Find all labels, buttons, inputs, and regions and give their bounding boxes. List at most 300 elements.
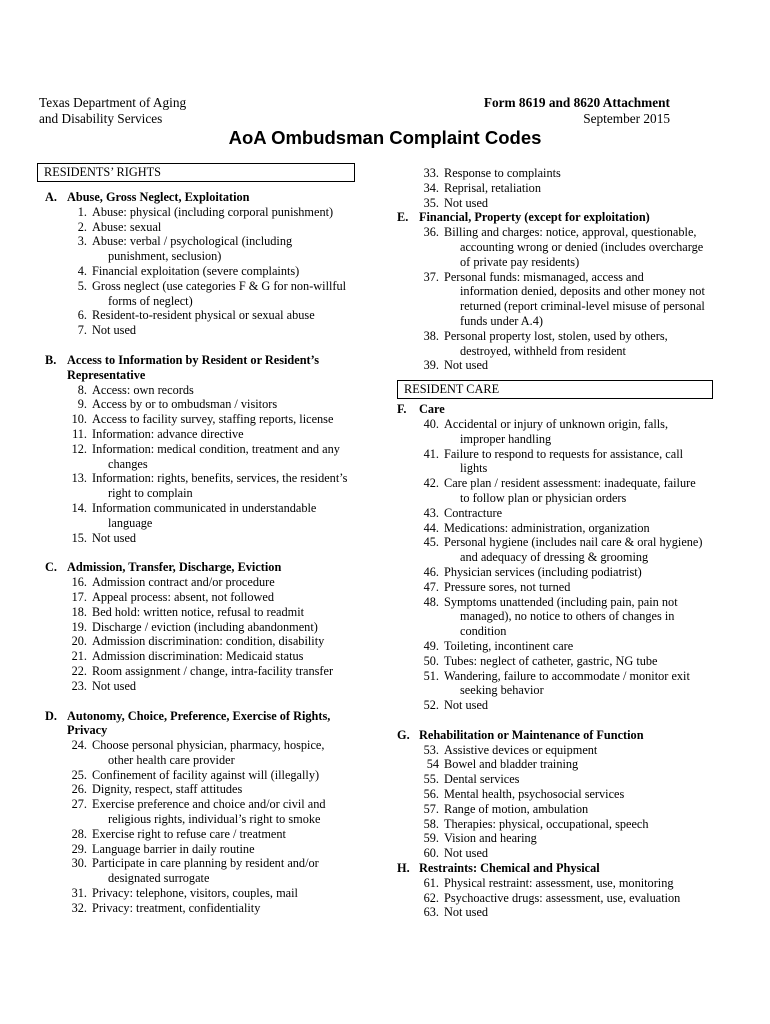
code-text: [441, 476, 719, 506]
section-letter: F.: [397, 402, 407, 417]
code-text-line: Care plan / resident assessment: inadequate, failure: [444, 476, 696, 491]
code-item: [389, 831, 719, 846]
code-number: 13.: [71, 471, 87, 486]
spacer: [37, 338, 355, 353]
code-number: 32.: [71, 900, 87, 915]
code-text: [89, 664, 355, 679]
left-column: [37, 163, 355, 916]
code-text: [441, 181, 719, 196]
form-info: [420, 95, 670, 127]
code-text: [89, 797, 355, 827]
section-letter: C.: [45, 560, 57, 575]
code-text-line: Accidental or injury of unknown origin, falls,: [444, 416, 669, 431]
code-number: 47.: [423, 579, 439, 594]
section-title: Autonomy, Choice, Preference, Exercise of Rights,: [67, 708, 331, 723]
code-number: 22.: [71, 663, 87, 678]
code-text: [441, 506, 719, 521]
code-item: [37, 442, 355, 472]
code-text-line: and adequacy of dressing & grooming: [460, 550, 649, 565]
section-title: Financial, Property (except for exploitation): [419, 210, 650, 225]
code-text: [441, 225, 719, 269]
code-number: 63.: [423, 905, 439, 920]
code-number: 28.: [71, 826, 87, 841]
code-number: 26.: [71, 782, 87, 797]
code-text-line: Confinement of facility against will (illegally): [92, 767, 320, 782]
code-number: 52.: [423, 698, 439, 713]
code-text-line: Information communicated in understandable: [92, 500, 317, 515]
code-text: [89, 471, 355, 501]
code-number: 23.: [71, 678, 87, 693]
code-number: 40.: [423, 416, 439, 431]
code-item: [37, 205, 355, 220]
form-date: September 2015: [583, 111, 670, 126]
code-text-line: forms of neglect): [108, 293, 193, 308]
code-text: [441, 802, 719, 817]
code-text: [89, 264, 355, 279]
code-item: [37, 531, 355, 546]
code-item: [389, 270, 719, 329]
code-item: [389, 639, 719, 654]
code-text: [441, 905, 719, 920]
code-item: [389, 535, 719, 565]
code-item: [37, 575, 355, 590]
code-text-line: Participate in care planning by resident and/or: [92, 856, 319, 871]
code-item: [37, 323, 355, 338]
spacer: [37, 545, 355, 560]
code-text: [441, 787, 719, 802]
code-text-line: Discharge / eviction (including abandonment): [92, 619, 318, 634]
code-item: [389, 817, 719, 832]
code-text-line: Admission contract and/or procedure: [92, 575, 275, 590]
code-text: [441, 329, 719, 359]
section-title: Admission, Transfer, Discharge, Eviction: [67, 560, 282, 575]
code-text-line: Choose personal physician, pharmacy, hospice,: [92, 738, 325, 753]
code-text-line: Personal hygiene (includes nail care & oral hygiene): [444, 535, 703, 550]
code-text-line: other health care provider: [108, 752, 235, 767]
code-text-line: Admission discrimination: Medicaid status: [92, 649, 304, 664]
code-text-line: Physician services (including podiatrist): [444, 564, 642, 579]
code-item: [389, 358, 719, 373]
code-text: [441, 535, 719, 565]
code-text-line: Billing and charges: notice, approval, questionable,: [444, 225, 697, 240]
agency-line-2: and Disability Services: [39, 111, 163, 126]
code-number: 5.: [77, 278, 87, 293]
code-item: [389, 846, 719, 861]
code-number: 8.: [77, 382, 87, 397]
code-item: [37, 308, 355, 323]
code-number: 6.: [77, 308, 87, 323]
code-text-line: Room assignment / change, intra-facility transfer: [92, 663, 334, 678]
section-letter: G.: [397, 727, 410, 742]
code-text-line: Not used: [92, 530, 137, 545]
code-text-line: religious rights, individual’s right to smoke: [108, 812, 321, 827]
code-text-line: Resident-to-resident physical or sexual abuse: [92, 308, 315, 323]
code-text-line: punishment, seclusion): [108, 249, 222, 264]
code-text-line: Exercise preference and choice and/or civil and: [92, 797, 326, 812]
code-text-line: Access by or to ombudsman / visitors: [92, 397, 278, 412]
code-item: [389, 891, 719, 906]
code-text-line: of private pay residents): [460, 254, 580, 269]
code-number: 24.: [71, 738, 87, 753]
residents-rights-box: RESIDENTS’ RIGHTS: [37, 163, 355, 182]
code-item: [389, 876, 719, 891]
code-text-line: Bed hold: written notice, refusal to readmit: [92, 604, 305, 619]
code-item: [37, 471, 355, 501]
code-text-line: Abuse: physical (including corporal punishment): [92, 204, 334, 219]
section-letter-spacer: [37, 723, 67, 738]
code-text-line: managed), no notice to others of changes in: [460, 609, 675, 624]
code-text: [89, 205, 355, 220]
code-text: [441, 846, 719, 861]
code-number: 35.: [423, 195, 439, 210]
code-text-line: Contracture: [444, 505, 503, 520]
code-text-line: Access: own records: [92, 382, 194, 397]
code-item: [37, 605, 355, 620]
code-number: 18.: [71, 604, 87, 619]
code-item: [389, 506, 719, 521]
code-number: 37.: [423, 269, 439, 284]
code-number: 16.: [71, 575, 87, 590]
code-text: [89, 886, 355, 901]
code-text: [89, 220, 355, 235]
section-heading-d: [37, 709, 355, 724]
code-text-line: Not used: [444, 905, 489, 920]
code-item: [37, 501, 355, 531]
code-text-line: Toileting, incontinent care: [444, 638, 574, 653]
form-number: Form 8619 and 8620 Attachment: [483, 95, 670, 110]
code-item: [37, 383, 355, 398]
code-item: [389, 417, 719, 447]
code-text: [89, 427, 355, 442]
code-text: [441, 565, 719, 580]
code-number: 27.: [71, 797, 87, 812]
code-text: [89, 738, 355, 768]
code-text: [441, 698, 719, 713]
code-number: 50.: [423, 653, 439, 668]
code-number: 56.: [423, 787, 439, 802]
code-item: [389, 654, 719, 669]
code-text-line: Gross neglect (use categories F & G for non-willful: [92, 278, 347, 293]
code-text-line: Abuse: verbal / psychological (including: [92, 234, 293, 249]
section-heading-c: [37, 560, 355, 575]
code-text-line: Vision and hearing: [444, 831, 537, 846]
code-item: [37, 797, 355, 827]
code-text-line: condition: [460, 624, 507, 639]
code-item: [389, 772, 719, 787]
code-number: 48.: [423, 594, 439, 609]
agency-line-1: Texas Department of Aging: [39, 95, 187, 110]
section-heading-cont: [37, 368, 355, 383]
code-number: 41.: [423, 446, 439, 461]
code-text: [89, 634, 355, 649]
code-number: 20.: [71, 634, 87, 649]
code-text: [441, 417, 719, 447]
code-text-line: destroyed, withheld from resident: [460, 343, 626, 358]
code-text-line: Tubes: neglect of catheter, gastric, NG tube: [444, 653, 658, 668]
code-item: [389, 905, 719, 920]
code-item: [389, 757, 719, 772]
code-item: [37, 427, 355, 442]
code-number: 11.: [72, 426, 87, 441]
code-number: 42.: [423, 476, 439, 491]
code-text-line: Psychoactive drugs: assessment, use, evaluation: [444, 890, 681, 905]
code-item: [389, 698, 719, 713]
code-item: [37, 679, 355, 694]
code-item: [389, 225, 719, 269]
code-item: [37, 856, 355, 886]
section-letter: A.: [45, 190, 57, 204]
code-item: [389, 181, 719, 196]
code-text-line: Information: advance directive: [92, 426, 244, 441]
code-text: [89, 620, 355, 635]
code-item: [37, 264, 355, 279]
section-title: Rehabilitation or Maintenance of Function: [419, 727, 644, 742]
code-number: 45.: [423, 535, 439, 550]
code-text: [89, 901, 355, 916]
code-item: [37, 827, 355, 842]
code-text: [89, 590, 355, 605]
code-text-line: Dignity, respect, staff attitudes: [92, 782, 243, 797]
code-item: [37, 620, 355, 635]
section-title: Abuse, Gross Neglect, Exploitation: [67, 190, 250, 204]
code-item: [37, 842, 355, 857]
code-item: [389, 595, 719, 639]
code-text: [441, 743, 719, 758]
code-text-line: Appeal process: absent, not followed: [92, 589, 275, 604]
code-text-line: Exercise right to refuse care / treatment: [92, 826, 286, 841]
code-text-line: Admission discrimination: condition, disability: [92, 634, 325, 649]
code-item: [37, 590, 355, 605]
code-text-line: language: [108, 515, 153, 530]
code-item: [37, 768, 355, 783]
code-number: 57.: [423, 801, 439, 816]
code-number: 60.: [423, 846, 439, 861]
code-text: [441, 447, 719, 477]
code-number: 54: [426, 757, 439, 772]
code-item: [37, 886, 355, 901]
section-heading-f: [389, 402, 719, 417]
code-number: 1.: [77, 204, 87, 219]
code-number: 44.: [423, 520, 439, 535]
section-letter: E.: [397, 210, 409, 225]
code-text-line: Access to facility survey, staffing reports, license: [92, 412, 334, 427]
code-number: 2.: [77, 219, 87, 234]
code-text: [89, 827, 355, 842]
code-text: [441, 270, 719, 329]
code-text: [441, 831, 719, 846]
section-letter: B.: [45, 352, 57, 367]
code-text: [89, 501, 355, 531]
code-text-line: Failure to respond to requests for assistance, call: [444, 446, 684, 461]
code-text: [89, 383, 355, 398]
code-text-line: Therapies: physical, occupational, speech: [444, 816, 649, 831]
code-text: [89, 234, 355, 264]
code-text-line: seeking behavior: [460, 683, 544, 698]
code-number: 4.: [77, 263, 87, 278]
code-text-line: Dental services: [444, 772, 520, 787]
code-text: [441, 580, 719, 595]
code-number: 19.: [71, 619, 87, 634]
code-text-line: Abuse: sexual: [92, 219, 162, 234]
code-text-line: Information: rights, benefits, services, the resident’s: [92, 471, 348, 486]
code-text-line: funds under A.4): [460, 313, 543, 328]
code-number: 10.: [71, 412, 87, 427]
code-number: 36.: [423, 225, 439, 240]
agency-name: [39, 95, 186, 127]
code-item: [389, 329, 719, 359]
code-number: 34.: [423, 180, 439, 195]
code-item: [389, 669, 719, 699]
code-item: [389, 447, 719, 477]
code-text: [89, 679, 355, 694]
code-text-line: Information: medical condition, treatment and any: [92, 441, 340, 456]
code-text: [441, 654, 719, 669]
spacer: [389, 713, 719, 728]
code-text-line: Personal funds: mismanaged, access and: [444, 269, 644, 284]
section-heading-a: [37, 190, 355, 205]
code-text-line: Privacy: telephone, visitors, couples, mail: [92, 886, 298, 901]
code-text-line: Privacy: treatment, confidentiality: [92, 900, 261, 915]
code-text: [89, 782, 355, 797]
code-item: [389, 787, 719, 802]
code-number: 53.: [423, 742, 439, 757]
code-text-line: Pressure sores, not turned: [444, 579, 571, 594]
section-title: Care: [419, 402, 445, 417]
section-letter: D.: [45, 708, 57, 723]
code-text: [89, 842, 355, 857]
code-item: [37, 649, 355, 664]
code-text-line: Language barrier in daily routine: [92, 841, 255, 856]
code-number: 25.: [71, 767, 87, 782]
code-item: [389, 802, 719, 817]
code-text: [89, 397, 355, 412]
code-number: 46.: [423, 564, 439, 579]
code-text-line: accounting wrong or denied (includes overcharge: [460, 239, 704, 254]
code-text-line: returned (report criminal-level misuse of personal: [460, 299, 705, 314]
code-item: [389, 743, 719, 758]
code-text: [441, 639, 719, 654]
code-item: [389, 521, 719, 536]
code-item: [37, 664, 355, 679]
code-text: [89, 279, 355, 309]
section-heading-cont: [37, 723, 355, 738]
code-text: [89, 323, 355, 338]
code-text: [89, 442, 355, 472]
code-item: [37, 397, 355, 412]
code-text-line: Not used: [444, 358, 489, 373]
code-item: [37, 782, 355, 797]
code-item: [37, 234, 355, 264]
code-text: [89, 605, 355, 620]
code-text-line: Not used: [92, 678, 137, 693]
code-number: 15.: [71, 530, 87, 545]
code-item: [389, 196, 719, 211]
code-number: 12.: [71, 441, 87, 456]
code-item: [37, 738, 355, 768]
code-text-line: Symptoms unattended (including pain, pain not: [444, 594, 678, 609]
code-item: [37, 220, 355, 235]
code-text: [441, 521, 719, 536]
code-number: 9.: [77, 397, 87, 412]
section-title-cont: Privacy: [67, 723, 108, 738]
code-number: 30.: [71, 856, 87, 871]
code-number: 3.: [77, 234, 87, 249]
code-text: [89, 531, 355, 546]
code-text: [441, 166, 719, 181]
code-text: [441, 196, 719, 211]
code-item: [37, 634, 355, 649]
code-text-line: Reprisal, retaliation: [444, 180, 541, 195]
code-number: 31.: [71, 886, 87, 901]
code-number: 14.: [71, 500, 87, 515]
code-item: [389, 565, 719, 580]
code-text-line: Not used: [444, 846, 489, 861]
code-text-line: Personal property lost, stolen, used by others,: [444, 328, 668, 343]
code-number: 17.: [71, 589, 87, 604]
code-text-line: Bowel and bladder training: [444, 757, 579, 772]
code-text-line: Physical restraint: assessment, use, monitoring: [444, 875, 674, 890]
code-text-line: information denied, deposits and other money not: [460, 284, 705, 299]
code-text: [441, 595, 719, 639]
code-number: 62.: [423, 890, 439, 905]
code-number: 61.: [423, 875, 439, 890]
resident-care-box: RESIDENT CARE: [397, 380, 713, 399]
code-number: 7.: [77, 323, 87, 338]
code-number: 51.: [423, 668, 439, 683]
code-text-line: Wandering, failure to accommodate / monitor exit: [444, 668, 690, 683]
code-text: [441, 669, 719, 699]
code-text: [89, 768, 355, 783]
code-number: 21.: [71, 649, 87, 664]
code-number: 55.: [423, 772, 439, 787]
section-heading-b: [37, 353, 355, 368]
code-item: [389, 166, 719, 181]
code-item: [37, 412, 355, 427]
section-heading-e: [389, 210, 719, 225]
code-text: [89, 308, 355, 323]
code-number: 39.: [423, 358, 439, 373]
code-text-line: to follow plan or physician orders: [460, 490, 627, 505]
code-text: [441, 891, 719, 906]
section-title: Restraints: Chemical and Physical: [419, 861, 600, 876]
code-text-line: Financial exploitation (severe complaints): [92, 263, 300, 278]
code-number: 59.: [423, 831, 439, 846]
code-number: 49.: [423, 638, 439, 653]
code-number: 33.: [423, 166, 439, 180]
code-text-line: designated surrogate: [108, 871, 210, 886]
code-text: [441, 817, 719, 832]
code-text-line: Assistive devices or equipment: [444, 742, 598, 757]
code-text-line: Range of motion, ambulation: [444, 801, 589, 816]
code-text-line: Not used: [92, 323, 137, 338]
code-item: [389, 580, 719, 595]
code-number: 58.: [423, 816, 439, 831]
section-heading-h: [389, 861, 719, 876]
code-text-line: Not used: [444, 698, 489, 713]
code-text-line: lights: [460, 461, 488, 476]
code-text: [441, 358, 719, 373]
code-text-line: Not used: [444, 195, 489, 210]
code-text: [441, 757, 719, 772]
code-text: [89, 412, 355, 427]
right-column: [389, 166, 719, 920]
code-text: [89, 856, 355, 886]
section-heading-g: [389, 728, 719, 743]
code-item: [37, 901, 355, 916]
code-item: [389, 476, 719, 506]
code-number: 29.: [71, 841, 87, 856]
section-title-cont: Representative: [67, 367, 146, 382]
